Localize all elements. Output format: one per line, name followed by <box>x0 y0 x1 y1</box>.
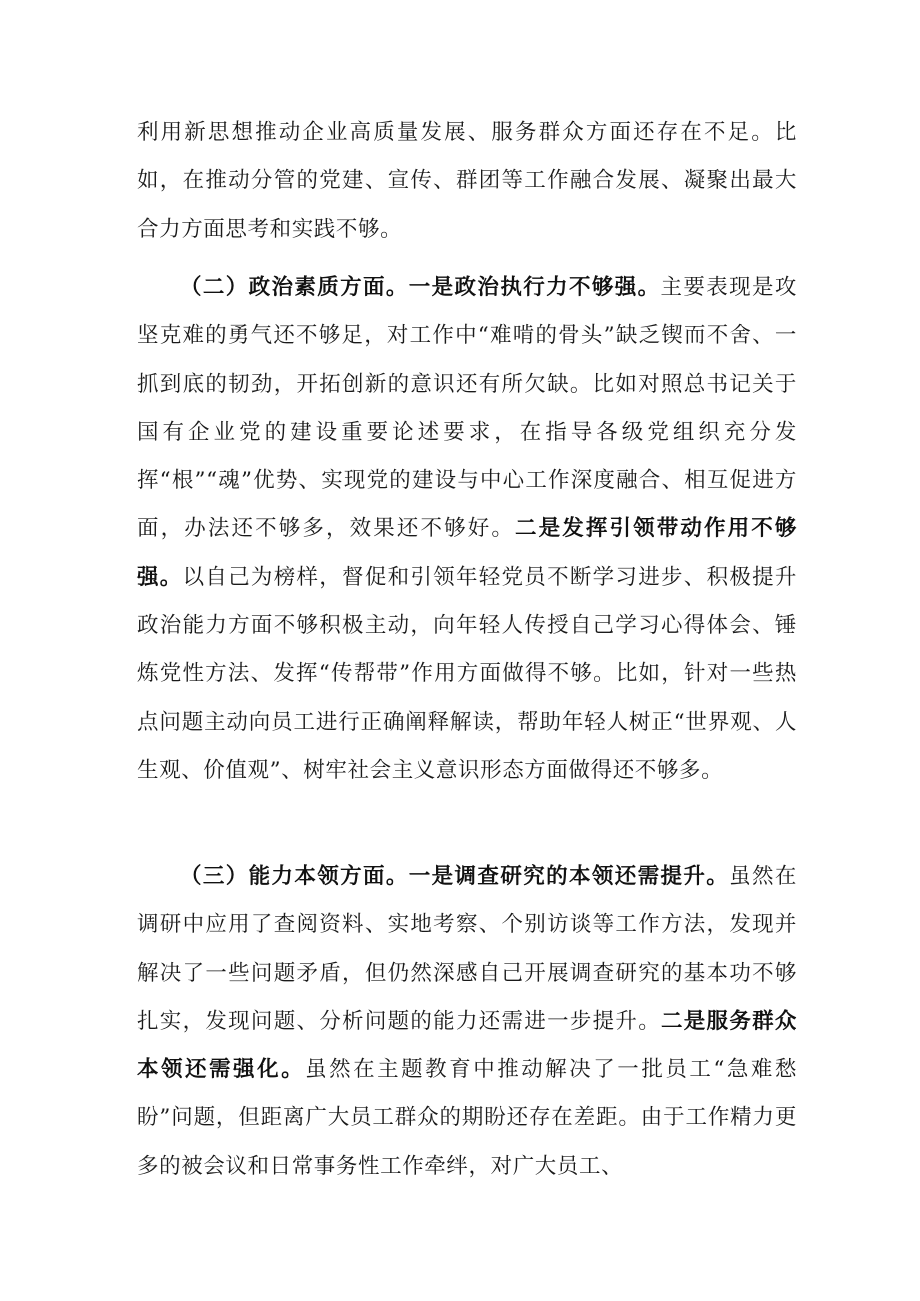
paragraph-political-quality <box>137 264 797 795</box>
point-title: 二是服务群众本领还需强化。 <box>137 1008 797 1083</box>
point-body: 主要表现是攻坚克难的勇气还不够足，对工作中“难啃的骨头”缺乏锲而不舍、一抓到底的韧劲，开拓创新的意识还有所欠缺。比如对照总书记关于国有企业党的建设重要论述要求，在指导各级党组织充分发挥“根”“魂”优势、实现党的建设与中心工作深度融合、相互促进方面，办法还不够多，效果还不够好。 <box>137 275 797 542</box>
paragraph-text <box>137 109 797 254</box>
paragraph-text <box>137 853 797 1191</box>
paragraph-continuation <box>137 109 797 254</box>
paragraph-capability <box>137 853 797 1191</box>
paragraph-text <box>137 264 797 795</box>
point-body: 虽然在主题教育中推动解决了一批员工“急难愁盼”问题，但距离广大员工群众的期盼还存在差距。由于工作精力更多的被会议和日常事务性工作牵绊，对广大员工、 <box>137 1057 798 1179</box>
section-heading: （二）政治素质方面。 <box>180 275 409 300</box>
paragraph-body: 利用新思想推动企业高质量发展、服务群众方面还存在不足。比如，在推动分管的党建、宣传、群团等工作融合发展、凝聚出最大合力方面思考和实践不够。 <box>137 120 797 242</box>
point-body: 虽然在调研中应用了查阅资料、实地考察、个别访谈等工作方法，发现并解决了一些问题矛盾，但仍然深感自己开展调查研究的基本功不够扎实，发现问题、分析问题的能力还需进一步提升。 <box>137 864 797 1034</box>
point-title: 一是政治执行力不够强。 <box>408 275 661 300</box>
section-heading: （三）能力本领方面。 <box>180 864 409 889</box>
point-body: 以自己为榜样，督促和引领年轻党员不断学习进步、积极提升政治能力方面不够积极主动，向年轻人传授自己学习心得体会、锤炼党性方法、发挥“传帮带”作用方面做得不够。比如，针对一些热点问题主动向员工进行正确阐释解读，帮助年轻人树正“世界观、人生观、价值观”、树牢社会主义意识形态方面做得还不够多。 <box>137 564 798 783</box>
point-title: 一是调查研究的本领还需提升。 <box>408 864 730 889</box>
point-title: 二是发挥引领带动作用不够强。 <box>137 516 797 590</box>
